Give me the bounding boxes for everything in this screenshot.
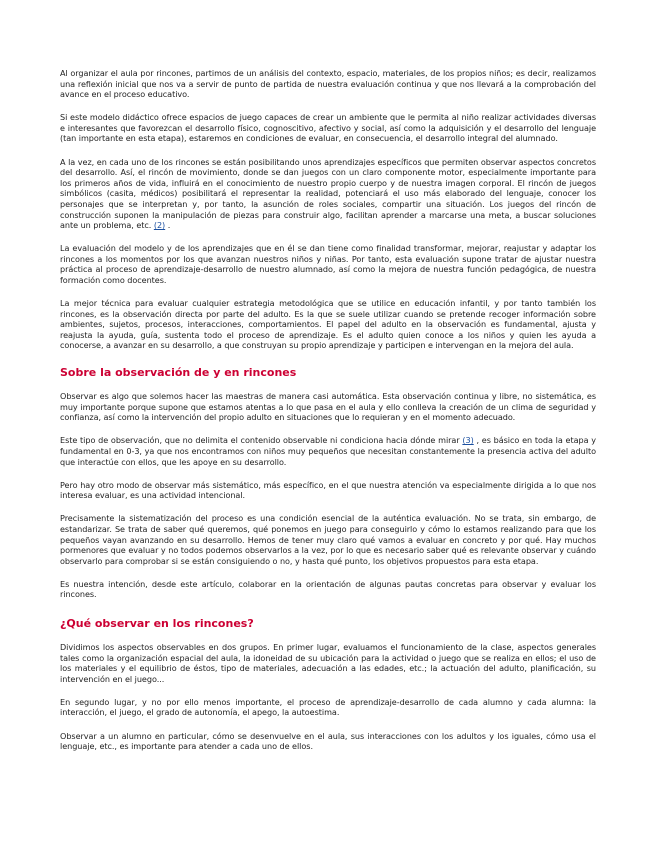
paragraph: En segundo lugar, y no por ello menos importante, el proceso de aprendizaje-desarrollo de cada alumno y cada alumna: la interacción, el juego, el grado de autonomía, el apego, la autoestima.	[60, 696, 596, 718]
paragraph-text-end: .	[165, 220, 171, 231]
paragraph-tipo	[60, 435, 596, 467]
paragraph: La evaluación del modelo y de los aprendizajes que en él se dan tiene como finalidad transformar, mejorar, reajustar y adaptar los rincones a los momentos por los que avanzan nuestros niños y niñas. Por tanto, esta evaluación supone tratar de ajustar nuestra práctica al proceso de aprendizaje-desarrollo de nuestro alumnado, así como la mejora de nuestra función pedagógica, de nuestra formación como docentes.	[60, 243, 596, 285]
paragraph-text-end: , es básico en toda la etapa y fundamental en 0-3, ya que nos encontramos con niños muy pequeños que necesitan constantemente la presencia activa del adulto que interactúe con ellos, que les apoye en su desarrollo.	[60, 435, 596, 467]
paragraph: Observar a un alumno en particular, cómo se desenvuelve en el aula, sus interacciones con los adultos y los iguales, cómo usa el lenguaje, etc., es importante para atender a cada uno de ellos.	[60, 730, 596, 752]
paragraph: Es nuestra intención, desde este artículo, colaborar en la orientación de algunas pautas concretas para observar y evaluar los rincones.	[60, 578, 596, 600]
paragraph: Precisamente la sistematización del proceso es una condición esencial de la auténtica evaluación. No se trata, sin embargo, de estandarizar. Se trata de saber qué queremos, qué ponemos en juego para conseguirlo y cómo lo estamos realizando para que los pequeños vayan avanzando en su desarrollo. Hemos de tener muy claro qué vamos a evaluar en concreto y por qué. Hay muchos pormenores que evaluar y no todos podemos observarlos a la vez, por lo que es necesario saber qué es relevante observar y cuándo observarlo para comprobar si se están consiguiendo o no, y hasta qué punto, los objetivos propuestos para esta etapa.	[60, 513, 596, 566]
paragraph-text: A la vez, en cada uno de los rincones se están posibilitando unos aprendizajes específicos que permiten observar aspectos concretos del desarrollo. Así, el rincón de movimiento, donde se dan juegos con un claro componente motor, especialmente importante para los primeros años de vida, influirá en el conocimiento de nuestro propio cuerpo y de nuestra imagen corporal. El rincón de juegos simbólicos (casita, médicos) posibilitará el representar la realidad, potenciará el uso más elaborado del lenguaje, conocer los personajes que se interpretan y, por tanto, la asunción de roles sociales, compartir una situación. Los juegos del rincón de construcción suponen la manipulación de piezas para construir algo, facilitan aprender a marcarse una meta, a buscar soluciones ante un problema, etc.	[60, 156, 596, 231]
section-heading-que-observar: ¿Qué observar en los rincones?	[60, 616, 254, 630]
footnote-link-2[interactable]: (2)	[153, 220, 166, 231]
paragraph: Al organizar el aula por rincones, partimos de un análisis del contexto, espacio, materiales, de los propios niños; es decir, realizamos una reflexión inicial que nos va a servir de punto de partida de nuestra evaluación continua y que nos llevará a la comprobación del avance en el proceso educativo.	[60, 68, 596, 100]
footnote-link-3[interactable]: (3)	[462, 435, 474, 446]
paragraph-rincones	[60, 157, 596, 231]
paragraph: Pero hay otro modo de observar más sistemático, más específico, en el que nuestra atención va especialmente dirigida a lo que nos interesa evaluar, es una actividad intencional.	[60, 479, 596, 501]
paragraph: La mejor técnica para evaluar cualquier estrategia metodológica que se utilice en educación infantil, y por tanto también los rincones, es la observación directa por parte del adulto. Es la que se suele utilizar cuando se pretende recoger información sobre ambientes, sujetos, procesos, interacciones, comportamientos. El papel del adulto en la observación es fundamental, ajusta y reajusta la ayuda, guía, sustenta todo el proceso de aprendizaje. Es el adulto quien conoce a los niños y quien les ayuda a conocerse, a avanzar en su desarrollo, a que construyan su propio aprendizaje y participen e intervengan en la mejora del aula.	[60, 298, 596, 351]
section-heading-observacion: Sobre la observación de y en rincones	[60, 366, 297, 380]
paragraph: Observar es algo que solemos hacer las maestras de manera casi automática. Esta observación continua y libre, no sistemática, es muy importante porque supone que estamos atentas a lo que pasa en el aula y ello conlleva la creación de un clima de seguridad y confianza, así como la intervención del propio adulto en situaciones que lo requieran y en el momento adecuado.	[60, 391, 596, 423]
paragraph-text: Este tipo de observación, que no delimita el contenido observable ni condiciona hacia dónde mirar	[60, 435, 463, 446]
paragraph: Si este modelo didáctico ofrece espacios de juego capaces de crear un ambiente que le permita al niño realizar actividades diversas e interesantes que favorezcan el desarrollo físico, cognoscitivo, afectivo y social, así como la adquisición y el desarrollo del lenguaje (tan importante en esta etapa), estaremos en condiciones de evaluar, en consecuencia, el desarrollo integral del alumnado.	[60, 112, 596, 144]
paragraph: Dividimos los aspectos observables en dos grupos. En primer lugar, evaluamos el funcionamiento de la clase, aspectos generales tales como la organización espacial del aula, la idoneidad de su ubicación para la actividad o juego que se realiza en ellos; el uso de los materiales y el equilibrio de éstos, tipo de materiales, adecuación a las edades, etc.; la actuación del adulto, planificación, su intervención en el juego...	[60, 641, 596, 684]
article-body	[60, 68, 596, 764]
